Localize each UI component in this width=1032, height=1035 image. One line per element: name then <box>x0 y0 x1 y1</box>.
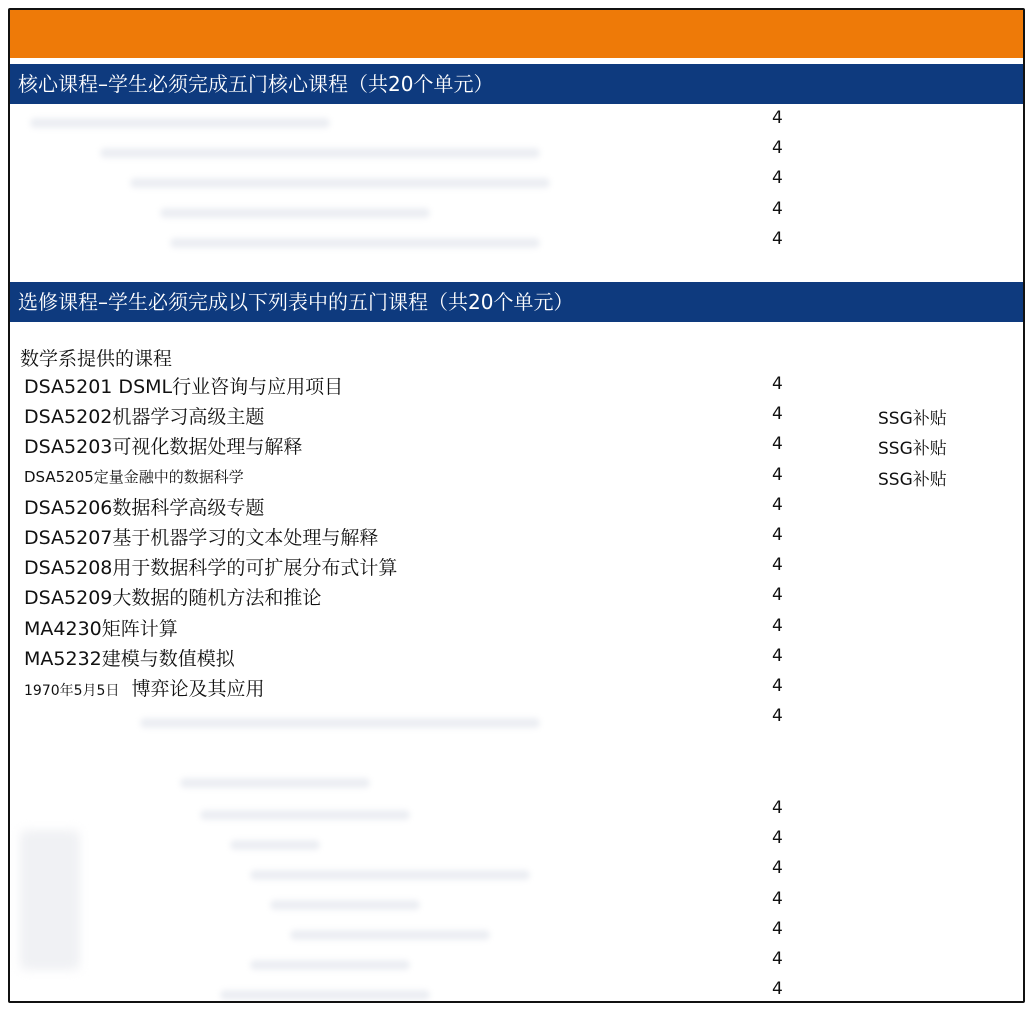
credit-cell: 4 <box>772 675 783 696</box>
elective-section-title: 选修课程–学生必须完成以下列表中的五门课程（共20个单元） <box>18 290 574 314</box>
table-row <box>10 402 1023 432</box>
credit-cell: 4 <box>772 168 783 189</box>
table-row <box>10 553 1023 583</box>
course-prefix: 1970年5月5日 <box>24 682 120 699</box>
table-row <box>10 493 1023 523</box>
credit-cell: 4 <box>772 494 783 515</box>
credit-cell: 4 <box>772 228 783 249</box>
course-name: DSA5202机器学习高级主题 <box>24 406 265 429</box>
table-row <box>10 614 1023 644</box>
table-row <box>10 523 1023 553</box>
table-row <box>10 674 1023 704</box>
blurred-text <box>250 870 530 880</box>
credit-cell: 4 <box>772 858 783 879</box>
course-name: DSA5209大数据的随机方法和推论 <box>24 587 322 610</box>
elective-rows <box>10 372 1023 734</box>
course-name: MA5232建模与数值模拟 <box>24 647 235 670</box>
subsidy-note: SSG补贴 <box>878 409 947 430</box>
credit-cell: 4 <box>772 524 783 545</box>
table-row <box>10 977 1023 1003</box>
course-name: DSA5207基于机器学习的文本处理与解释 <box>24 526 379 549</box>
course-name: DSA5208用于数据科学的可扩展分布式计算 <box>24 557 398 580</box>
top-banner <box>10 10 1023 58</box>
blurred-text <box>220 990 430 1000</box>
course-name: DSA5206数据科学高级专题 <box>24 496 265 519</box>
blurred-text <box>100 148 540 158</box>
credit-cell: 4 <box>772 434 783 455</box>
lower-rows <box>10 796 1023 1003</box>
credit-cell: 4 <box>772 706 783 727</box>
course-name <box>24 674 264 701</box>
course-name: DSA5201 DSML行业咨询与应用项目 <box>24 376 344 398</box>
course-name: DSA5205定量金融中的数据科学 <box>24 467 244 486</box>
table-row <box>10 583 1023 613</box>
credit-cell: 4 <box>772 615 783 636</box>
credit-cell: 4 <box>772 108 783 128</box>
subsidy-note: SSG补贴 <box>878 439 947 460</box>
blurred-text <box>170 238 540 248</box>
blurred-text <box>160 208 430 218</box>
blurred-text <box>130 178 550 188</box>
credit-cell: 4 <box>772 645 783 666</box>
credit-cell: 4 <box>772 555 783 576</box>
course-title: 博弈论及其应用 <box>131 677 265 700</box>
blurred-text <box>250 960 410 970</box>
credit-cell: 4 <box>772 404 783 425</box>
table-row <box>10 826 1023 856</box>
table-row <box>10 887 1023 917</box>
blurred-text <box>200 810 410 820</box>
credit-cell: 4 <box>772 464 783 485</box>
credit-cell: 4 <box>772 979 783 1000</box>
credit-cell: 4 <box>772 198 783 219</box>
credit-cell: 4 <box>772 828 783 849</box>
core-section-title: 核心课程–学生必须完成五门核心课程（共20个单元） <box>18 72 494 96</box>
table-row <box>10 917 1023 947</box>
blurred-text <box>30 118 330 128</box>
table-row <box>10 796 1023 826</box>
course-table <box>8 8 1025 1003</box>
credit-cell: 4 <box>772 888 783 909</box>
elective-section-header <box>10 282 1023 322</box>
subsidy-note: SSG补贴 <box>878 469 947 490</box>
blurred-text <box>230 840 320 850</box>
blurred-text <box>180 778 370 788</box>
blurred-text <box>140 718 540 728</box>
credit-cell: 4 <box>772 918 783 939</box>
credit-cell: 4 <box>772 138 783 159</box>
credit-cell: 4 <box>772 798 783 818</box>
course-name: MA4230矩阵计算 <box>24 617 178 640</box>
table-row <box>10 372 1023 402</box>
core-section-header <box>10 64 1023 104</box>
credit-cell: 4 <box>772 948 783 969</box>
credit-cell: 4 <box>772 585 783 606</box>
table-row <box>10 644 1023 674</box>
department-label: 数学系提供的课程 <box>20 348 173 370</box>
table-row <box>10 947 1023 977</box>
course-name: DSA5203可视化数据处理与解释 <box>24 436 303 459</box>
blurred-text <box>270 900 420 910</box>
blurred-text <box>290 930 490 940</box>
credit-cell: 4 <box>772 374 783 394</box>
table-row <box>10 463 1023 493</box>
table-row <box>10 432 1023 462</box>
